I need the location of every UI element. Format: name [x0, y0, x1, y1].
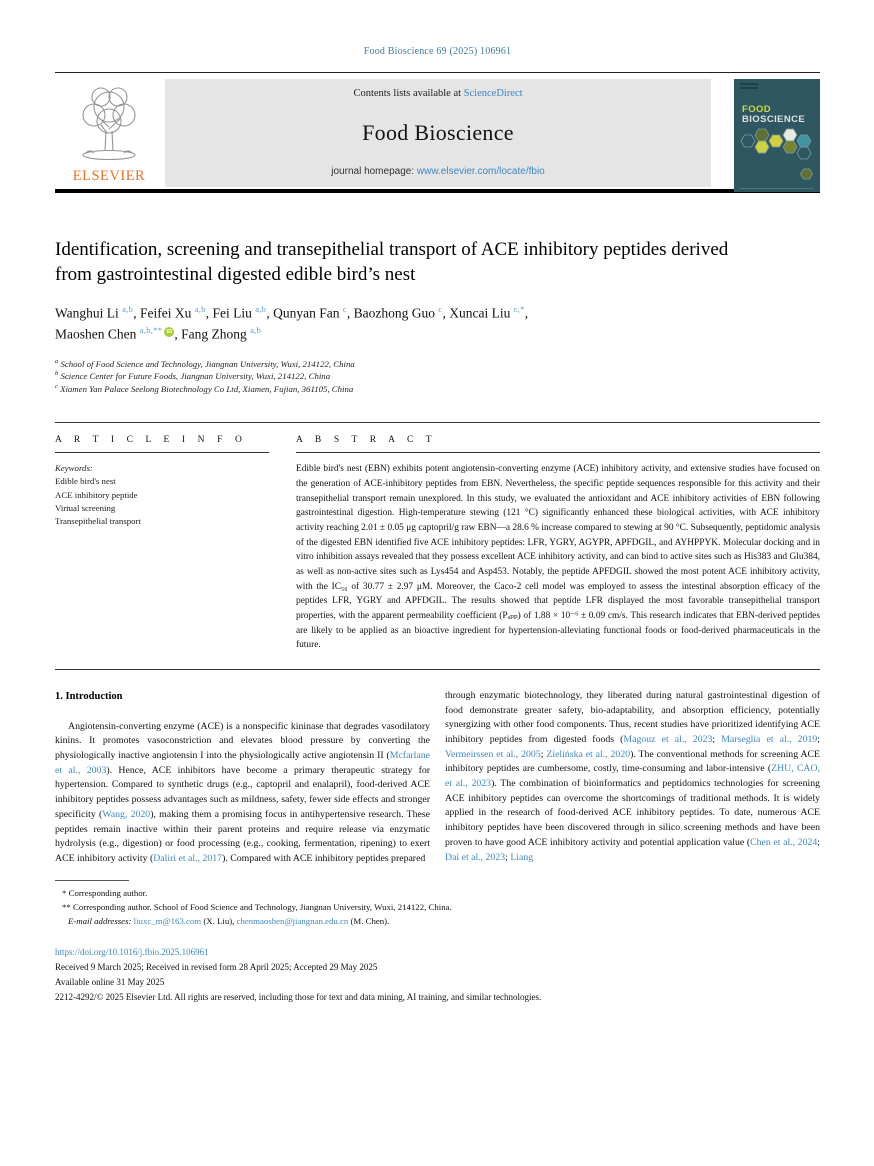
- orcid-icon: iD: [164, 327, 174, 337]
- cover-footer-rule: [740, 188, 814, 189]
- affiliation-item: [55, 383, 820, 396]
- text-segment: c,*: [513, 304, 525, 315]
- intro-right-paragraph: [445, 689, 820, 865]
- citation-link[interactable]: Chen et al., 2024: [750, 836, 818, 848]
- journal-reference: Food Bioscience 69 (2025) 106961: [363, 46, 512, 57]
- top-divider: [55, 72, 820, 73]
- paper-title: Identification, screening and transepithelial transport of ACE inhibitory peptides derived from gastrointestinal digested edible bird’s nest: [55, 239, 729, 286]
- text-segment: ). The combination of bioinformatics and peptidomics technologies for screening ACE inhibitory peptides can overcome the shortcomings of traditional methods. It is widely applied in the research of food-derived ACE inhibitory peptides. To date, numerous ACE inhibitory peptides have been discovered through in silico screening methods and have been proven to have good ACE inhibitory activity and potential application value (: [445, 778, 821, 848]
- intro-left-column: [55, 689, 430, 867]
- intro-right-column: [445, 689, 820, 867]
- citation-link[interactable]: Dai et al., 2023: [445, 851, 506, 863]
- text-segment: , Qunyan Fan: [266, 305, 343, 321]
- elsevier-logo: [55, 79, 163, 187]
- article-footer: [55, 945, 820, 1004]
- cover-hexagon-art: [734, 127, 820, 187]
- received-line: Received 9 March 2025; Received in revised form 28 April 2025; Accepted 29 May 2025: [55, 962, 378, 973]
- keywords-list: [55, 462, 269, 528]
- text-segment: , Fang Zhong: [174, 326, 251, 342]
- citation-link[interactable]: Mcfarlane et al., 2003: [55, 750, 430, 776]
- text-segment: c: [438, 304, 443, 315]
- keywords-label: Keywords:: [55, 463, 93, 474]
- cover-corner-marks: [740, 83, 758, 85]
- text-segment: ;: [817, 836, 820, 848]
- journal-homepage-link[interactable]: www.elsevier.com/locate/fbio: [416, 166, 545, 177]
- citation-link[interactable]: Zielińska et al., 2020: [546, 748, 631, 760]
- citation-link[interactable]: Vermeirssen et al., 2005: [445, 748, 541, 760]
- copyright-line: 2212-4292/© 2025 Elsevier Ltd. All rights are reserved, including those for text and data mining, AI training, and similar technologies.: [55, 991, 542, 1002]
- abstract-text: Edible bird's nest (EBN) exhibits potent angiotensin-converting enzyme (ACE) inhibitory activity, and extensive studies have focused on the generation of ACE-inhibitory peptides from EBN. Nevertheless, the specific peptide sequences responsible for this activity and their transepithelial transport remain unexplored. In this study, we evaluated the antioxidant and ACE inhibitory activities of EBN following gastrointestinal digestion. High-temperature stewing (121 °C) significantly enhanced these biological activities, with ACE inhibitory activity reaching 2.01 ± 0.05 μg captopril/g raw EBN—a 28.6 % increase compared to stewing at 90 °C. Subsequently, peptidomic analysis of the digested EBN identified five ACE inhibitory peptides: LFR, YGRY, AGYPR, APFDGIL, and AYHPPYK. Molecular docking and in vitro inhibition assays revealed that they possess excellent ACE inhibitory activity, and can bind to active sites such as His383 and Glu384, as well as non-active sites such as Lys454 and Asp453. Notably, the peptide APFDGIL showed the most potent ACE inhibitory activity, with the IC₅₀ of 30.77 ± 2.97 μM. Moreover, the Caco-2 cell model was employed to assess the intestinal absorption efficacy of the peptides LFR, YGRY and APFDGIL. The results showed that peptide LFR displayed the most favorable transepithelial transport properties, with the apparent permeability coefficient (Pₐₚₚ) of 1.88 × 10⁻⁶ ± 0.09 cm/s. This research indicates that EBN-derived peptides are likely to be applied as an bioactive ingredient for hypertension-alleviating functional foods or food-derived pharmaceuticals in the future.: [296, 464, 820, 651]
- journal-banner: [165, 79, 711, 187]
- journal-cover-thumbnail: [734, 79, 820, 192]
- article-info-column: [55, 423, 283, 669]
- affiliation-item: [55, 358, 820, 371]
- citation-link[interactable]: Magouz et al., 2023: [623, 734, 713, 746]
- affiliations: [55, 358, 820, 396]
- text-segment: ;: [505, 851, 511, 863]
- article-info-heading: A R T I C L E I N F O: [55, 435, 245, 446]
- text-segment: Wanghui Li: [55, 305, 123, 321]
- text-segment: ), making them a promising focus in antihypertensive research. These peptides remain inactive within their parent proteins and require release via enzymatic hydrolysis (e.g., digestion) or food processing (e.g., cooking, fermentation, ripening) to exert ACE inhibitory activity (: [55, 808, 430, 864]
- authors-line: [55, 303, 820, 345]
- cover-title-line1: FOOD: [742, 104, 772, 115]
- text-segment: ). Hence, ACE inhibitors have become a primary therapeutic strategy for hypertension. Compared to synthetic drugs (e.g., captopril and enalapril), food-derived ACE inhibitory peptides possess advantages such as mildness, safety, fewer side effects and stronger specificity (: [55, 764, 430, 820]
- introduction-section: [55, 689, 820, 867]
- text-segment: ,: [524, 305, 529, 321]
- affiliation-sup: c: [55, 382, 58, 390]
- abstract-column: [283, 423, 820, 669]
- journal-title: Food Bioscience: [362, 119, 514, 145]
- intro-left-paragraph: [55, 720, 430, 867]
- footnote-emails: [55, 914, 820, 928]
- masthead-divider: [55, 189, 820, 193]
- article-info-rule: [55, 452, 269, 453]
- info-abstract-block: [55, 422, 820, 670]
- introduction-heading: 1. Introduction: [55, 690, 123, 702]
- footnote-rule: [55, 880, 129, 881]
- text-segment: Maoshen Chen: [55, 326, 140, 342]
- text-segment: a,b: [122, 304, 134, 315]
- keyword-item: Transepithelial transport: [55, 516, 141, 526]
- citation-link[interactable]: Daliri et al., 2017: [153, 852, 223, 864]
- homepage-line: [331, 166, 544, 177]
- text-segment: ). The conventional methods for screening ACE inhibitory peptides are cumbersome, costly, time-consuming and labor-intensive (: [445, 748, 821, 775]
- citation-link[interactable]: Liang: [510, 851, 534, 863]
- text-segment: ;: [712, 734, 722, 746]
- footnotes: [55, 880, 820, 929]
- available-online-line: Available online 31 May 2025: [55, 976, 165, 987]
- cover-title: [742, 105, 805, 126]
- affiliation-item: [55, 370, 820, 383]
- footnote-corresponding-1: * Corresponding author.: [62, 887, 148, 898]
- text-segment: ;: [817, 734, 821, 746]
- contents-prefix: Contents lists available at: [353, 88, 464, 99]
- citation-link[interactable]: Marseglia et al., 2019: [721, 734, 818, 746]
- text-segment: ;: [540, 748, 547, 760]
- affiliation-text: Xiamen Yan Palace Seelong Biotechnology Co Ltd, Xiamen, Fujian, 361105, China: [60, 383, 354, 394]
- abstract-heading: A B S T R A C T: [296, 435, 435, 446]
- text-segment: , Feifei Xu: [133, 305, 195, 321]
- text-segment: c: [342, 304, 347, 315]
- masthead: [55, 79, 820, 187]
- doi-link[interactable]: https://doi.org/10.1016/j.fbio.2025.106961: [55, 947, 209, 958]
- text-segment: , Fei Liu: [205, 305, 256, 321]
- keyword-item: Edible bird's nest: [55, 476, 116, 487]
- keyword-item: ACE inhibitory peptide: [55, 489, 138, 500]
- text-segment: through enzymatic biotechnology, they liberated during natural gastrointestinal digestion of food demonstrate greater safety, bio-adaptability, and absorption efficiency, potentially synergizing with other food components. Thus, recent studies have prioritized identifying ACE inhibitory peptides from digested foods (: [445, 689, 820, 746]
- affiliation-text: Science Center for Future Foods, Jiangnan University, Wuxi, 214122, China: [60, 371, 331, 382]
- text-segment: a,b: [194, 304, 206, 315]
- affiliation-sup: b: [55, 370, 59, 378]
- sciencedirect-link[interactable]: ScienceDirect: [463, 88, 523, 99]
- text-segment: a,b,**: [139, 324, 163, 335]
- text-segment: (X. Liu),: [201, 916, 237, 927]
- text-segment: , Baozhong Guo: [346, 305, 439, 321]
- abstract-rule: [296, 452, 820, 453]
- text-segment: , Xuncai Liu: [442, 305, 514, 321]
- affiliation-text: School of Food Science and Technology, Jiangnan University, Wuxi, 214122, China: [60, 358, 355, 369]
- text-segment: a,b: [250, 324, 262, 335]
- homepage-prefix: journal homepage:: [331, 166, 417, 177]
- text-segment: ). Compared with ACE inhibitory peptides prepared: [222, 852, 426, 864]
- text-segment: E-mail addresses:: [68, 916, 134, 927]
- elsevier-wordmark: ELSEVIER: [72, 168, 146, 184]
- affiliation-sup: a: [55, 357, 59, 365]
- cover-title-line2: BIOSCIENCE: [742, 114, 806, 126]
- text-segment: a,b: [255, 304, 267, 315]
- contents-line: [353, 88, 522, 99]
- citation-link[interactable]: Wang, 2020: [102, 808, 151, 820]
- elsevier-tree-icon: [68, 83, 150, 167]
- keyword-item: Virtual screening: [55, 502, 116, 513]
- citation-link[interactable]: chenmaoshen@jiangnan.edu.cn: [236, 916, 349, 927]
- footnote-corresponding-2: ** Corresponding author. School of Food Science and Technology, Jiangnan University, Wuxi, 214122, China.: [62, 901, 452, 912]
- citation-link[interactable]: liuxc_m@163.com: [133, 916, 202, 927]
- citation-link[interactable]: ZHU, CAO, et al., 2023: [445, 763, 820, 790]
- text-segment: (M. Chen).: [348, 916, 390, 927]
- text-segment: Angiotensin-converting enzyme (ACE) is a nonspecific kininase that degrades vasodilatory kinins. It promotes vasoconstriction and elevates blood pressure by converting the physiologically inactive angiotensin I into the physiologically active angiotensin II (: [55, 720, 430, 762]
